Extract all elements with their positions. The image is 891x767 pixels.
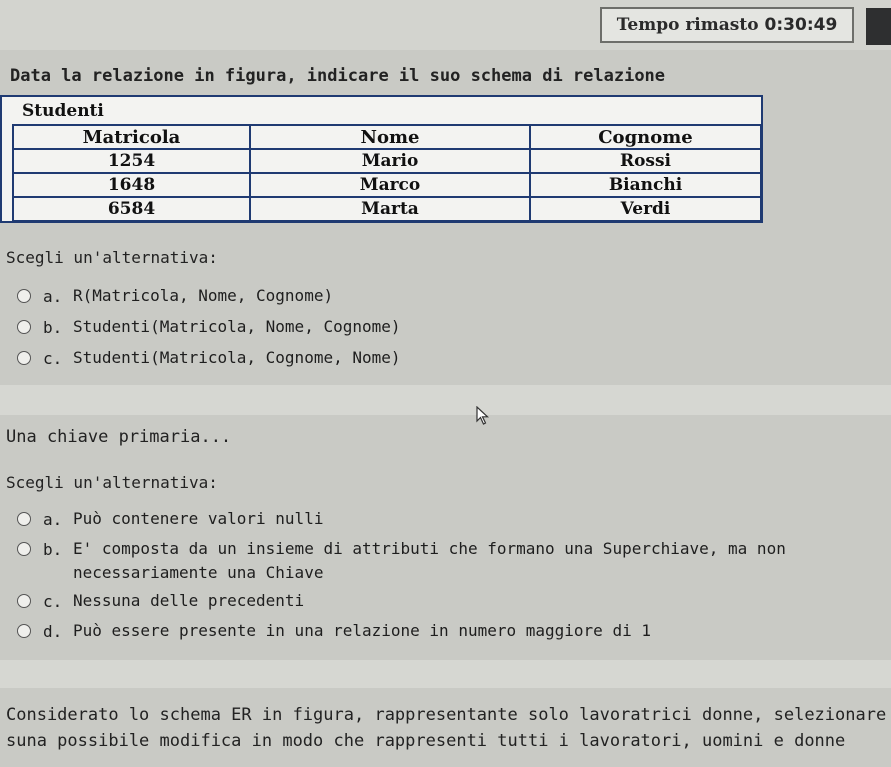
question-3 (0, 688, 891, 767)
radio-button[interactable] (17, 289, 31, 303)
option-letter: a. (43, 510, 63, 529)
table-cell: 1254 (13, 149, 250, 173)
option-2c[interactable] (17, 592, 304, 613)
question-1-text: Data la relazione in figura, indicare il suo schema di relazione (10, 66, 666, 86)
option-1b[interactable] (17, 318, 401, 339)
option-2b[interactable] (17, 540, 786, 585)
table-cell: 6584 (13, 197, 250, 221)
table-cell: 1648 (13, 173, 250, 197)
question-separator (0, 660, 891, 688)
timer-value: 0:30:49 (764, 15, 838, 35)
radio-button[interactable] (17, 512, 31, 526)
table-cell: Marta (250, 197, 530, 221)
option-letter: a. (43, 287, 63, 306)
option-letter: b. (43, 540, 63, 559)
option-2d[interactable] (17, 622, 651, 643)
timer-box (600, 7, 854, 43)
option-text: Studenti(Matricola, Cognome, Nome) (73, 348, 401, 367)
timer-toggle-button[interactable] (866, 8, 891, 45)
option-letter: b. (43, 318, 63, 337)
radio-button[interactable] (17, 594, 31, 608)
option-1a[interactable] (17, 287, 333, 308)
table-cell: Marco (250, 173, 530, 197)
option-letter: d. (43, 622, 63, 641)
option-letter: c. (43, 349, 63, 368)
column-header: Matricola (13, 125, 250, 149)
option-text: Nessuna delle precedenti (73, 591, 305, 610)
radio-button[interactable] (17, 320, 31, 334)
table-row (13, 149, 761, 173)
radio-button[interactable] (17, 542, 31, 556)
table-cell: Rossi (530, 149, 761, 173)
option-text: Studenti(Matricola, Nome, Cognome) (73, 317, 401, 336)
option-letter: c. (43, 592, 63, 611)
question-3-line: suna possibile modifica in modo che rappresenti tutti i lavoratori, uomini e donne (6, 731, 846, 751)
table-cell: Verdi (530, 197, 761, 221)
table-row (13, 197, 761, 221)
answer-prompt: Scegli un'alternativa: (6, 473, 218, 492)
figure-title: Studenti (22, 101, 104, 121)
question-separator (0, 385, 891, 415)
option-text: R(Matricola, Nome, Cognome) (73, 286, 334, 305)
option-text (73, 537, 786, 585)
column-header: Nome (250, 125, 530, 149)
table-cell: Bianchi (530, 173, 761, 197)
option-text-line: E' composta da un insieme di attributi che formano una Superchiave, ma non (73, 539, 786, 558)
answer-prompt: Scegli un'alternativa: (6, 248, 218, 267)
table-header-row (13, 125, 761, 149)
option-2a[interactable] (17, 510, 323, 531)
question-2-text: Una chiave primaria... (6, 427, 232, 447)
timer-label: Tempo rimasto (616, 15, 759, 35)
relation-table (12, 124, 762, 222)
mouse-pointer-icon (476, 406, 490, 430)
table-row (13, 173, 761, 197)
radio-button[interactable] (17, 624, 31, 638)
option-text-line: necessariamente una Chiave (73, 563, 324, 582)
table-cell: Mario (250, 149, 530, 173)
relation-figure (0, 95, 763, 223)
option-text: Può essere presente in una relazione in numero maggiore di 1 (73, 621, 651, 640)
column-header: Cognome (530, 125, 761, 149)
radio-button[interactable] (17, 351, 31, 365)
option-1c[interactable] (17, 349, 401, 370)
option-text: Può contenere valori nulli (73, 509, 324, 528)
question-3-line: Considerato lo schema ER in figura, rappresentante solo lavoratrici donne, selezionare (6, 705, 887, 725)
